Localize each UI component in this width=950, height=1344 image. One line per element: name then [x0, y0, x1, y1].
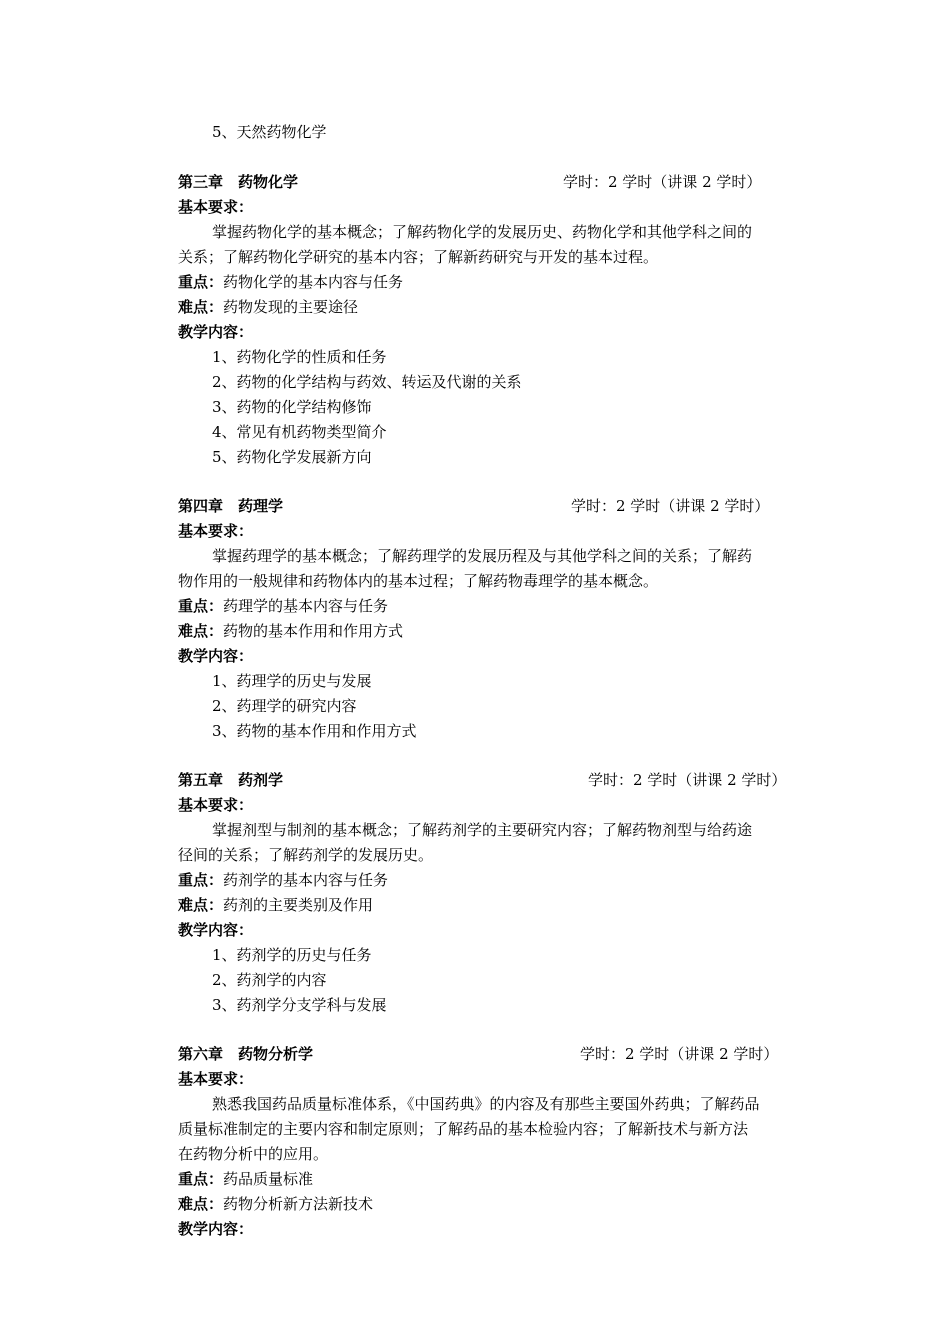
- key-point-label: 重点：: [178, 273, 224, 291]
- list-item: 1、药剂学的历史与任务: [212, 946, 372, 964]
- difficult-point-label: 难点：: [178, 896, 224, 914]
- key-point: [178, 596, 818, 616]
- list-item: 2、药物的化学结构与药效、转运及代谢的关系: [212, 373, 522, 391]
- list-item: 2、药剂学的内容: [212, 971, 327, 989]
- difficult-point: [178, 297, 818, 317]
- list-item: 3、药物的基本作用和作用方式: [212, 722, 417, 740]
- chapter-title: 第四章 药理学: [178, 497, 284, 515]
- list-item: 2、药理学的研究内容: [212, 697, 357, 715]
- requirements-text: 掌握药物化学的基本概念；了解药物化学的发展历史、药物化学和其他学科之间的: [212, 223, 753, 241]
- key-point-text: 药物化学的基本内容与任务: [223, 273, 404, 291]
- content-label: 教学内容：: [178, 647, 254, 665]
- difficult-point-text: 药物的基本作用和作用方式: [223, 622, 404, 640]
- requirements-label: 基本要求：: [178, 1070, 254, 1088]
- list-item: 1、药理学的历史与发展: [212, 672, 372, 690]
- requirements-text: 关系；了解药物化学研究的基本内容；了解新药研究与开发的基本过程。: [178, 248, 659, 266]
- chapter-title: 第六章 药物分析学: [178, 1045, 314, 1063]
- requirements-label: 基本要求：: [178, 522, 254, 540]
- key-point-label: 重点：: [178, 871, 224, 889]
- key-point-text: 药理学的基本内容与任务: [223, 597, 389, 615]
- difficult-point: [178, 895, 818, 915]
- requirements-text: 物作用的一般规律和药物体内的基本过程；了解药物毒理学的基本概念。: [178, 572, 659, 590]
- list-item: 5、药物化学发展新方向: [212, 448, 372, 466]
- requirements-text: 掌握药理学的基本概念；了解药理学的发展历程及与其他学科之间的关系；了解药: [212, 547, 753, 565]
- difficult-point: [178, 621, 818, 641]
- key-point: [178, 272, 818, 292]
- chapter-title: 第五章 药剂学: [178, 771, 284, 789]
- content-label: 教学内容：: [178, 323, 254, 341]
- list-item: 3、药剂学分支学科与发展: [212, 996, 387, 1014]
- requirements-text: 掌握剂型与制剂的基本概念；了解药剂学的主要研究内容；了解药物剂型与给药途: [212, 821, 753, 839]
- list-item: 5、天然药物化学: [212, 123, 327, 141]
- requirements-text: 质量标准制定的主要内容和制定原则；了解药品的基本检验内容；了解新技术与新方法: [178, 1120, 749, 1138]
- chapter-hours: 学时：2 学时（讲课 2 学时）: [563, 173, 762, 191]
- difficult-point-label: 难点：: [178, 1195, 224, 1213]
- key-point-text: 药品质量标准: [223, 1170, 314, 1188]
- difficult-point: [178, 1194, 818, 1214]
- content-label: 教学内容：: [178, 921, 254, 939]
- requirements-label: 基本要求：: [178, 796, 254, 814]
- requirements-label: 基本要求：: [178, 198, 254, 216]
- key-point-text: 药剂学的基本内容与任务: [223, 871, 389, 889]
- chapter-title: 第三章 药物化学: [178, 173, 299, 191]
- chapter-hours: 学时：2 学时（讲课 2 学时）: [588, 771, 787, 789]
- difficult-point-text: 药物分析新方法新技术: [223, 1195, 374, 1213]
- chapter-hours: 学时：2 学时（讲课 2 学时）: [571, 497, 770, 515]
- key-point: [178, 1169, 818, 1189]
- list-item: 4、常见有机药物类型简介: [212, 423, 387, 441]
- difficult-point-text: 药剂的主要类别及作用: [223, 896, 374, 914]
- key-point-label: 重点：: [178, 1170, 224, 1188]
- difficult-point-text: 药物发现的主要途径: [223, 298, 359, 316]
- chapter-hours: 学时：2 学时（讲课 2 学时）: [580, 1045, 779, 1063]
- requirements-text: 在药物分析中的应用。: [178, 1145, 329, 1163]
- requirements-text: 熟悉我国药品质量标准体系，《中国药典》的内容及有那些主要国外药典；了解药品: [212, 1095, 760, 1113]
- requirements-text: 径间的关系；了解药剂学的发展历史。: [178, 846, 434, 864]
- content-label: 教学内容：: [178, 1220, 254, 1238]
- key-point-label: 重点：: [178, 597, 224, 615]
- difficult-point-label: 难点：: [178, 298, 224, 316]
- list-item: 3、药物的化学结构修饰: [212, 398, 372, 416]
- key-point: [178, 870, 818, 890]
- list-item: 1、药物化学的性质和任务: [212, 348, 387, 366]
- difficult-point-label: 难点：: [178, 622, 224, 640]
